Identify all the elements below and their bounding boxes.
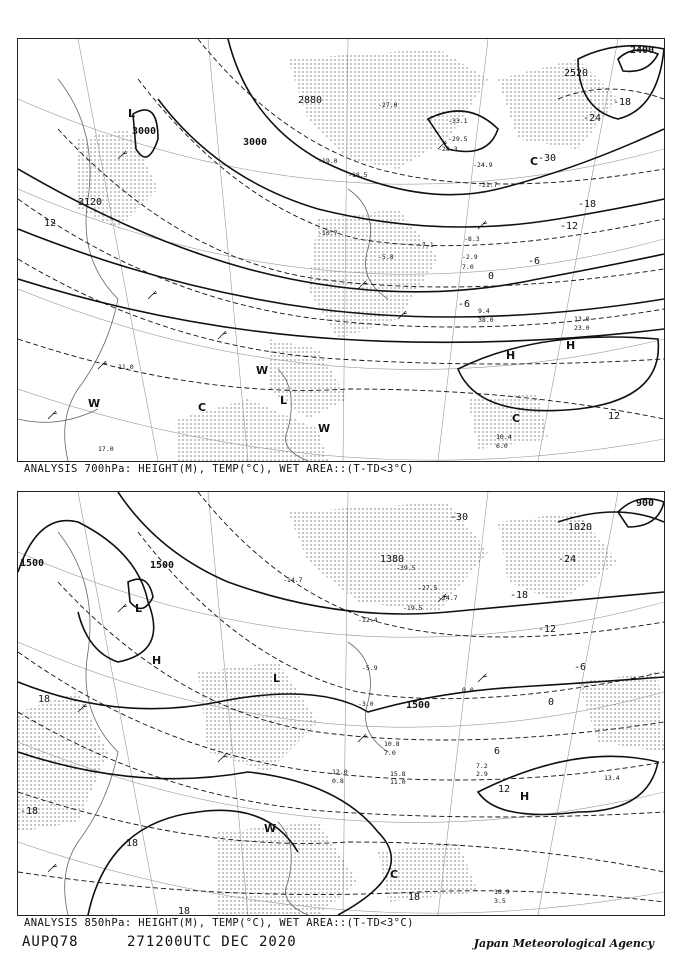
high-center-marker: H xyxy=(520,790,530,803)
isotherm-label: -30 xyxy=(450,512,469,523)
isotherm-label: -12 xyxy=(538,624,557,635)
station-value: -5.8 xyxy=(378,253,394,261)
station-value: 11.0 xyxy=(390,778,406,786)
high-center-marker: H xyxy=(152,654,162,667)
station-value: 7.0 xyxy=(462,263,474,271)
height-label: 3120 xyxy=(78,197,103,208)
station-value: -39.5 xyxy=(396,564,416,572)
height-label: 3000 xyxy=(243,137,268,148)
station-value: -24.9 xyxy=(473,161,493,169)
station-value: -33.1 xyxy=(448,117,468,125)
warm-marker: W xyxy=(88,397,101,410)
map-panel-700hpa xyxy=(17,38,665,462)
station-value: 7.0 xyxy=(384,749,396,757)
isotherm-label: 12 xyxy=(608,411,621,422)
height-label: 1500 xyxy=(406,700,431,711)
station-value: 11.0 xyxy=(118,363,134,371)
station-value: -21.7 xyxy=(478,181,498,189)
station-value: 12.0 xyxy=(332,768,348,776)
cold-marker: C xyxy=(512,412,521,425)
station-value: -12.4 xyxy=(358,616,378,624)
height-label: 2520 xyxy=(564,68,589,79)
station-value: 10.4 xyxy=(496,433,512,441)
station-value: 0.8 xyxy=(332,777,344,785)
station-value: 2.9 xyxy=(476,770,488,778)
height-label: 1500 xyxy=(20,558,45,569)
warm-marker: W xyxy=(318,422,331,435)
cold-marker: C xyxy=(198,401,207,414)
isotherm-label: -18 xyxy=(20,806,39,817)
station-value: 15.8 xyxy=(390,770,406,778)
station-value: 17.0 xyxy=(98,445,114,453)
isotherm-label: -6 xyxy=(528,256,541,267)
product-code: AUPQ78 xyxy=(22,934,79,950)
isotherm-label: -6 xyxy=(574,662,587,673)
station-value: -3.0 xyxy=(358,700,374,708)
station-value: -14.7 xyxy=(283,576,303,584)
station-value: -29.5 xyxy=(448,135,468,143)
station-value: 3.5 xyxy=(494,897,506,905)
station-value: -7.1 xyxy=(418,241,434,249)
isotherm-label: 12 xyxy=(498,784,511,795)
height-label: 1500 xyxy=(150,560,175,571)
low-center-marker: L xyxy=(273,672,281,685)
panel-850-caption: ANALYSIS 850hPa: HEIGHT(M), TEMP(°C), WET AREA::(T-TD<3°C) xyxy=(24,917,414,929)
height-label: 2400 xyxy=(630,45,655,56)
isotherm-label: -18 xyxy=(510,590,529,601)
isotherm-label: 18 xyxy=(38,694,51,705)
high-center-marker: H xyxy=(506,349,516,362)
height-label: 1020 xyxy=(568,522,593,533)
cold-marker: C xyxy=(530,155,539,168)
panel-700-caption: ANALYSIS 700hPa: HEIGHT(M), TEMP(°C), WET AREA::(T-TD<3°C) xyxy=(24,463,414,475)
station-value: -5.9 xyxy=(362,664,378,672)
height-label: 2880 xyxy=(298,95,323,106)
isotherm-label: -18 xyxy=(578,199,597,210)
isotherm-label: 6 xyxy=(494,746,501,757)
station-value: 13.0 xyxy=(574,315,590,323)
station-value: -8.3 xyxy=(464,235,480,243)
isotherm-label: -30 xyxy=(538,153,557,164)
map-panel-850hpa xyxy=(17,491,665,916)
height-label: 1380 xyxy=(380,554,405,565)
isotherm-label: 18 xyxy=(126,838,139,849)
isotherm-label: 18 xyxy=(408,892,421,903)
station-value: -18.5 xyxy=(348,171,368,179)
station-value: -10.7 xyxy=(318,229,338,237)
high-center-marker: H xyxy=(566,339,576,352)
isotherm-label: -12 xyxy=(560,221,579,232)
station-value: -27.5 xyxy=(418,584,438,592)
station-value: 6.0 xyxy=(496,442,508,450)
isotherm-label: -18 xyxy=(613,97,632,108)
station-value: 9.4 xyxy=(478,307,490,315)
station-value: -28.3 xyxy=(438,145,458,153)
map-700hpa-svg xyxy=(18,39,664,461)
station-value: -27.0 xyxy=(378,101,398,109)
station-value: -2.9 xyxy=(462,253,478,261)
isotherm-label: 0 xyxy=(488,271,495,282)
station-value: 10.8 xyxy=(384,740,400,748)
isotherm-label: 18 xyxy=(178,906,191,915)
isotherm-label: -24 xyxy=(558,554,577,565)
station-value: -19.0 xyxy=(318,157,338,165)
isotherm-label: -6 xyxy=(458,299,471,310)
low-center-marker: L xyxy=(280,394,288,407)
height-label: 3000 xyxy=(132,126,157,137)
low-center-marker: L xyxy=(135,602,143,615)
height-label: 900 xyxy=(636,498,655,509)
map-850hpa-svg xyxy=(18,492,664,915)
warm-marker: W xyxy=(264,822,277,835)
station-value: 38.0 xyxy=(478,316,494,324)
warm-marker: W xyxy=(256,364,269,377)
station-value: -24.7 xyxy=(438,594,458,602)
station-value: 13.4 xyxy=(604,774,620,782)
valid-time: 271200UTC DEC 2020 xyxy=(127,934,297,950)
station-value: -19.5 xyxy=(403,604,423,612)
isotherm-label: 0 xyxy=(548,697,555,708)
isotherm-label: -24 xyxy=(583,113,602,124)
cold-marker: C xyxy=(390,868,399,881)
agency-credit: Japan Meteorological Agency xyxy=(473,937,654,950)
station-value: 7.2 xyxy=(476,762,488,770)
station-value: 0.0 xyxy=(462,686,474,694)
isotherm-label: 12 xyxy=(44,218,57,229)
low-center-marker: L xyxy=(128,107,136,120)
station-value: 23.0 xyxy=(574,324,590,332)
station-value: 16.9 xyxy=(494,888,510,896)
